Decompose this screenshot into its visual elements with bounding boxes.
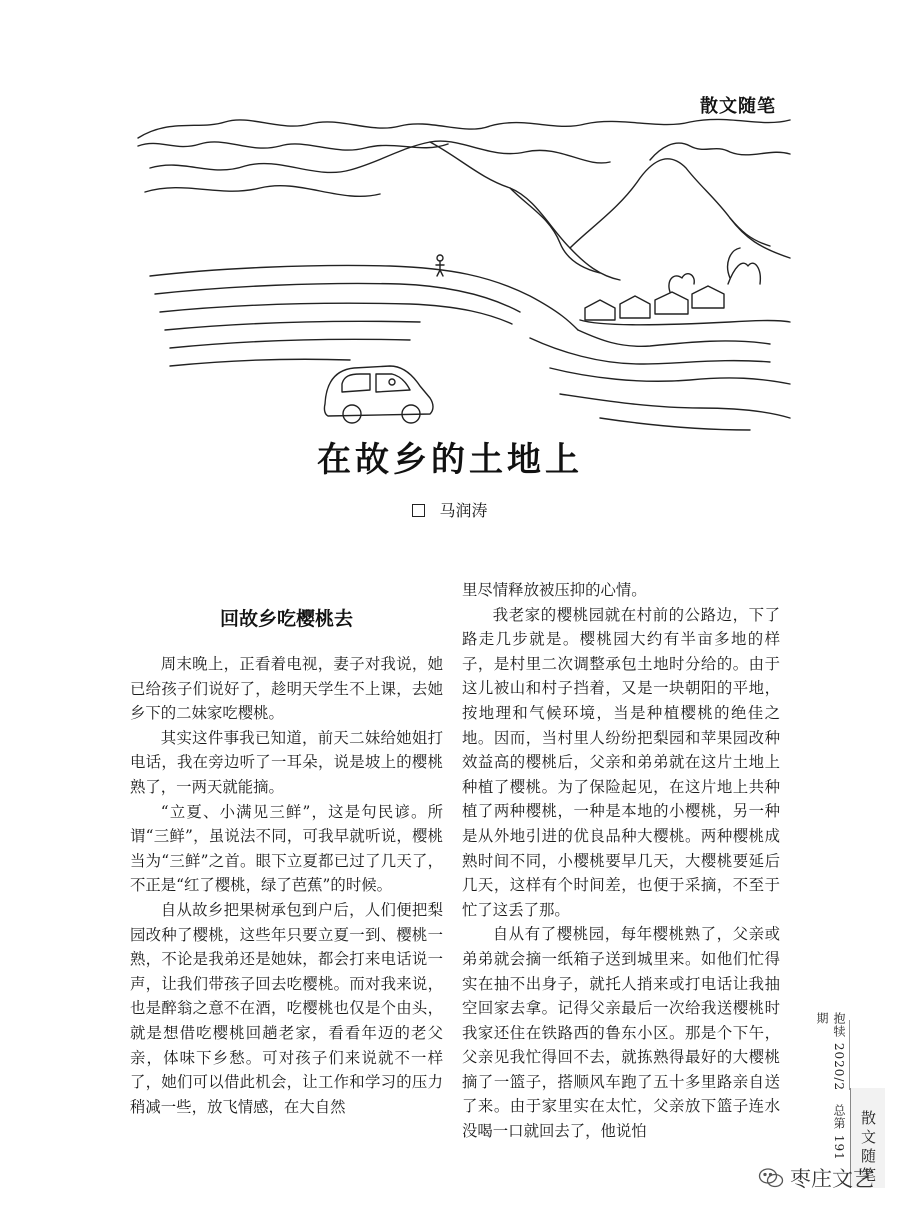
left-column xyxy=(130,652,443,1119)
paragraph-continuation: 里尽情释放被压抑的心情。 xyxy=(462,581,647,599)
paragraph: 我老家的樱桃园就在村前的公路边，下了路走几步就是。樱桃园大约有半亩多地的样子，是村里二次调整承包土地时分给的。由于这儿被山和村子挡着，又是一块朝阳的平地，按地理和气候环境，当是种植樱桃的绝佳之地。因而，当村里人纷纷把梨园和苹果园改种效益高的樱桃后，父亲和弟弟就在这片土地上种植了樱桃。为了保险起见，在这片地上共种植了两种樱桃，一种是本地的小樱桃，另一种是从外地引进的优良品种大樱桃。两种樱桃成熟时间不同，小樱桃要早几天，大樱桃要延后几天，这样有个时间差，也便于采摘，不至于忙了这丢了那。 xyxy=(462,605,780,919)
watermark xyxy=(758,1163,874,1193)
author-name: 马润涛 xyxy=(439,501,488,520)
paragraph: 自从故乡把果树承包到户后，人们便把梨园改种了樱桃，这些年只要立夏一到、樱桃一熟，不论是我弟还是她妹，都会打来电话说一声，让我们带孩子回去吃樱桃。而对我来说，也是醉翁之意不在酒，吃樱桃也仅是个由头，就是想借吃樱桃回趟老家，看看年迈的老父亲，体味下乡愁。可对孩子们来说就不一样了，她们可以借此机会，让工作和学习的压力稍减一些，放飞情感，在大自然 xyxy=(130,900,443,1116)
side-divider xyxy=(849,1020,850,1090)
article-title: 在故乡的土地上 xyxy=(317,440,583,480)
subheading: 回故乡吃樱桃去 xyxy=(219,608,353,630)
right-column xyxy=(462,578,780,1144)
paragraph: 自从有了樱桃园，每年樱桃熟了，父亲或弟弟就会摘一纸箱子送到城里来。如他们忙得实在抽不出身子，就托人捎来或打电话让我抽空回家去拿。记得父亲最后一次给我送樱桃时我家还住在铁路西的鲁东小区。那是个下午，父亲见我忙得回不去，就拣熟得最好的大樱桃摘了一篮子，搭顺风车跑了五十多里路亲自送了来。由于家里实在太忙，父亲放下篮子连水没喝一口就回去了，他说怕 xyxy=(462,925,780,1141)
watermark-text: 枣庄文艺 xyxy=(790,1167,874,1191)
wechat-icon xyxy=(758,1167,784,1189)
landscape-illustration xyxy=(130,108,795,438)
author-marker-icon xyxy=(412,504,425,517)
paragraph: “立夏、小满见三鲜”，这是句民谚。所谓“三鲜”，虽说法不同，可我早就听说，樱桃当为“三鲜”之首。眼下立夏都已过了几天了，不正是“红了樱桃，绿了芭蕉”的时候。 xyxy=(130,802,443,895)
author-line xyxy=(0,498,900,521)
issue-info: 抱犊 2020/2 总第 191 期 xyxy=(815,1012,846,1161)
paragraph: 其实这件事我已知道，前天二妹给她姐打电话，我在旁边听了一耳朵，说是坡上的樱桃熟了，一两天就能摘。 xyxy=(130,728,443,796)
paragraph: 周末晚上，正看着电视，妻子对我说，她已给孩子们说好了，趁明天学生不上课，去她乡下的二妹家吃樱桃。 xyxy=(130,655,443,723)
section-tag: 散文随笔 xyxy=(700,96,776,117)
side-tab-label: 散文随笔 xyxy=(859,1110,877,1186)
